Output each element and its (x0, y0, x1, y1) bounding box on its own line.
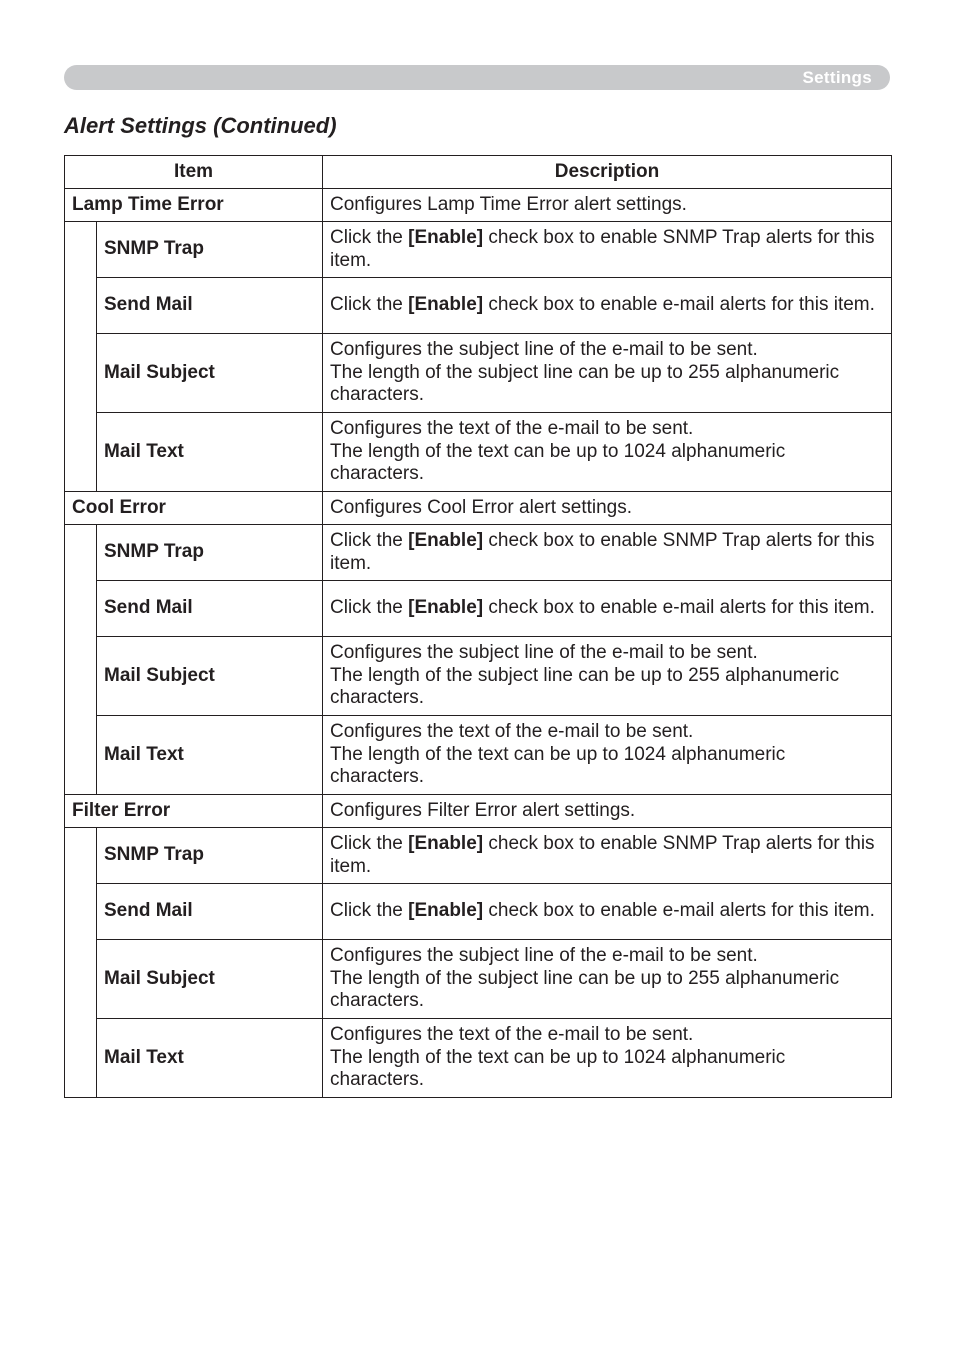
description-text: check box to enable e-mail alerts for this item. (483, 900, 875, 922)
description-text: check box to enable e-mail alerts for this item. (483, 294, 875, 316)
description-line: Configures the subject line of the e-mail to be sent. (330, 944, 758, 966)
table-header-row (65, 156, 892, 189)
item-name: Mail Subject (97, 334, 323, 413)
description-text: Click the (330, 226, 409, 248)
enable-option-label: [Enable] (408, 529, 484, 551)
item-description (323, 278, 892, 334)
table-body (65, 189, 892, 1098)
group-row (65, 189, 892, 222)
item-name: Mail Text (97, 1019, 323, 1098)
description-text: check box to enable SNMP Trap alerts for this item. (330, 832, 875, 877)
description-text: check box to enable SNMP Trap alerts for this item. (330, 529, 875, 574)
table-row (65, 525, 892, 581)
group-description: Configures Filter Error alert settings. (323, 795, 892, 828)
item-name: Send Mail (97, 581, 323, 637)
table-row (65, 222, 892, 278)
group-name: Lamp Time Error (65, 189, 323, 222)
enable-option-label: [Enable] (408, 900, 484, 922)
table-row (65, 884, 892, 940)
column-header-item: Item (65, 156, 323, 189)
column-header-description: Description (323, 156, 892, 189)
section-title: Alert Settings (Continued) (64, 113, 337, 138)
description-text: Click the (330, 900, 409, 922)
table-row (65, 413, 892, 492)
enable-option-label: [Enable] (408, 597, 484, 619)
table-row (65, 334, 892, 413)
description-line: Configures the subject line of the e-mail to be sent. (330, 641, 758, 663)
group-row (65, 492, 892, 525)
item-description (323, 581, 892, 637)
header-label: Settings (802, 68, 872, 87)
item-name: Send Mail (97, 884, 323, 940)
group-description: Configures Cool Error alert settings. (323, 492, 892, 525)
description-line: The length of the subject line can be up to 255 alphanumeric characters. (330, 664, 840, 709)
description-text: Click the (330, 294, 409, 316)
description-line: Configures the text of the e-mail to be sent. (330, 417, 694, 439)
item-description (323, 716, 892, 795)
item-description (323, 884, 892, 940)
description-line: The length of the subject line can be up to 255 alphanumeric characters. (330, 361, 840, 406)
item-description (323, 637, 892, 716)
description-text: Click the (330, 597, 409, 619)
item-name: SNMP Trap (97, 525, 323, 581)
item-name: Mail Text (97, 716, 323, 795)
group-name: Filter Error (65, 795, 323, 828)
item-description (323, 413, 892, 492)
enable-option-label: [Enable] (408, 226, 484, 248)
alert-settings-table (64, 155, 892, 1098)
enable-option-label: [Enable] (408, 832, 484, 854)
header-bar (64, 65, 890, 90)
table-row (65, 278, 892, 334)
item-name: SNMP Trap (97, 828, 323, 884)
description-line: The length of the text can be up to 1024 alphanumeric characters. (330, 440, 786, 485)
table-row (65, 637, 892, 716)
indent-cell (65, 222, 97, 492)
table-row (65, 581, 892, 637)
description-text: Click the (330, 832, 409, 854)
description-line: Configures the text of the e-mail to be sent. (330, 1023, 694, 1045)
item-name: Mail Text (97, 413, 323, 492)
description-text: check box to enable SNMP Trap alerts for this item. (330, 226, 875, 271)
description-line: The length of the text can be up to 1024 alphanumeric characters. (330, 1046, 786, 1091)
group-name: Cool Error (65, 492, 323, 525)
item-description (323, 525, 892, 581)
group-row (65, 795, 892, 828)
item-name: Send Mail (97, 278, 323, 334)
description-line: The length of the text can be up to 1024 alphanumeric characters. (330, 743, 786, 788)
indent-cell (65, 525, 97, 795)
description-line: Configures the subject line of the e-mail to be sent. (330, 338, 758, 360)
item-name: Mail Subject (97, 637, 323, 716)
item-description (323, 222, 892, 278)
table-row (65, 940, 892, 1019)
description-text: Click the (330, 529, 409, 551)
item-description (323, 828, 892, 884)
item-description (323, 334, 892, 413)
description-line: The length of the subject line can be up to 255 alphanumeric characters. (330, 967, 840, 1012)
table-row (65, 1019, 892, 1098)
group-description: Configures Lamp Time Error alert settings. (323, 189, 892, 222)
enable-option-label: [Enable] (408, 294, 484, 316)
table-row (65, 828, 892, 884)
item-name: SNMP Trap (97, 222, 323, 278)
item-name: Mail Subject (97, 940, 323, 1019)
indent-cell (65, 828, 97, 1098)
item-description (323, 940, 892, 1019)
table-row (65, 716, 892, 795)
description-line: Configures the text of the e-mail to be sent. (330, 720, 694, 742)
item-description (323, 1019, 892, 1098)
description-text: check box to enable e-mail alerts for this item. (483, 597, 875, 619)
